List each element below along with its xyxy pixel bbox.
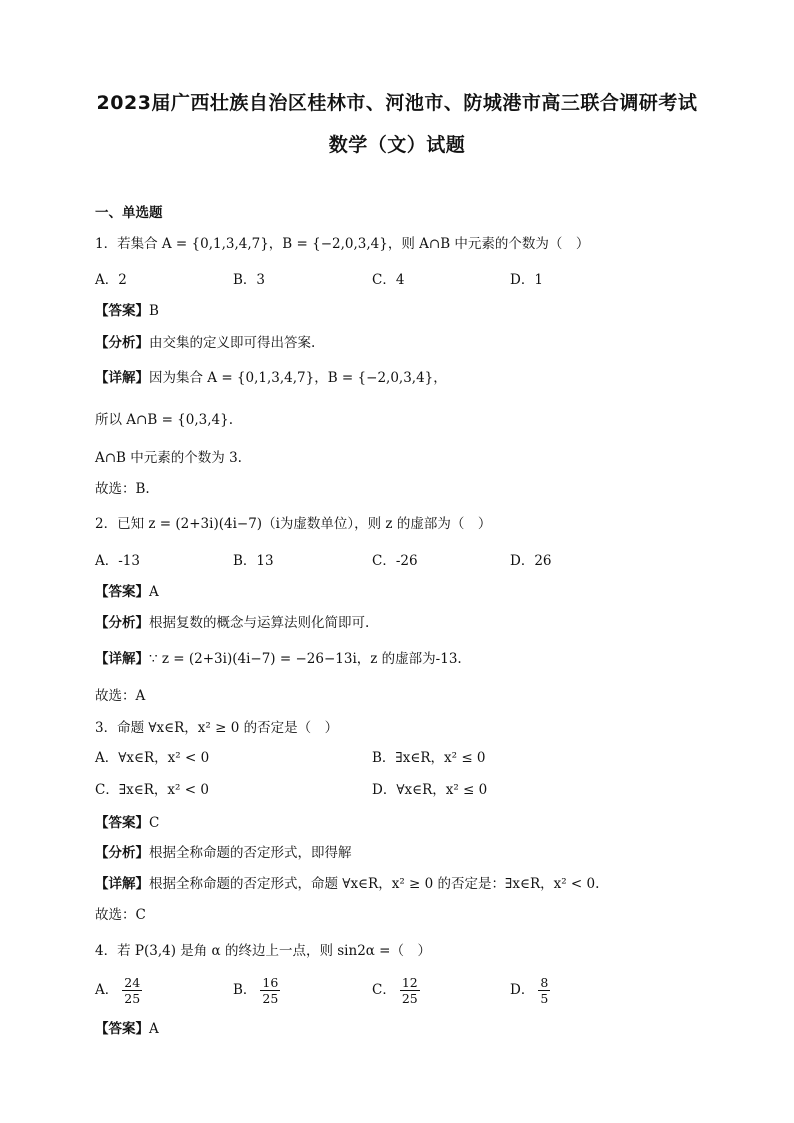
- q4-option-a: [95, 975, 142, 1006]
- q2-answer: [95, 582, 159, 602]
- fraction: [400, 975, 420, 1006]
- answer-value: A: [149, 1021, 159, 1037]
- detail-text: ∵ z = (2+3i)(4i−7) = −26−13i，z 的虚部为-13.: [149, 651, 462, 667]
- q4-stem: 4．若 P(3,4) 是角 α 的终边上一点，则 sin2α =（ ）: [95, 943, 431, 959]
- answer-tag: 【答案】: [95, 815, 149, 831]
- fraction: [122, 975, 142, 1006]
- option-label: D．: [510, 982, 535, 998]
- denominator: 25: [401, 991, 418, 1006]
- q3-option-a: A．∀x∈R，x² < 0: [95, 750, 210, 766]
- q2-conclusion: 故选：A: [95, 688, 146, 704]
- q3-stem: 3．命题 ∀x∈R，x² ≥ 0 的否定是（ ）: [95, 720, 339, 736]
- q1-answer: [95, 301, 159, 321]
- detail-tag: 【详解】: [95, 876, 149, 892]
- fraction: [260, 975, 280, 1006]
- detail-text: 根据全称命题的否定形式，命题 ∀x∈R，x² ≥ 0 的否定是：∃x∈R，x² < 0.: [149, 876, 600, 892]
- q4-option-c: [372, 975, 420, 1006]
- q4-option-b: [233, 975, 280, 1006]
- q1-stem: 1．若集合 A = {0,1,3,4,7}，B = {−2,0,3,4}，则 A∩B 中元素的个数为（ ）: [95, 236, 590, 252]
- analysis-text: 由交集的定义即可得出答案.: [149, 335, 316, 351]
- answer-tag: 【答案】: [95, 584, 149, 600]
- q1-detail-line3: A∩B 中元素的个数为 3.: [95, 450, 242, 466]
- document-title: 2023届广西壮族自治区桂林市、河池市、防城港市高三联合调研考试: [96, 92, 698, 114]
- q2-option-a: A．-13: [95, 553, 140, 569]
- document-subtitle: 数学（文）试题: [328, 134, 466, 156]
- analysis-tag: 【分析】: [95, 335, 149, 351]
- q2-stem: 2．已知 z = (2+3i)(4i−7)（i为虚数单位），则 z 的虚部为（ ）: [95, 516, 492, 532]
- numerator: 16: [262, 975, 279, 990]
- q1-analysis: [95, 333, 315, 353]
- analysis-tag: 【分析】: [95, 845, 149, 861]
- q1-detail: [95, 368, 447, 388]
- numerator: 12: [401, 975, 418, 990]
- denominator: 25: [262, 991, 279, 1006]
- q1-option-d: D．1: [510, 272, 543, 288]
- q3-detail: [95, 874, 599, 894]
- q3-option-b: B．∃x∈R，x² ≤ 0: [372, 750, 486, 766]
- q3-option-d: D．∀x∈R，x² ≤ 0: [372, 782, 488, 798]
- analysis-tag: 【分析】: [95, 615, 149, 631]
- numerator: 24: [124, 975, 141, 990]
- numerator: 8: [540, 975, 549, 990]
- detail-text: 因为集合 A = {0,1,3,4,7}，B = {−2,0,3,4}，: [149, 370, 447, 386]
- q4-option-d: [510, 975, 550, 1006]
- denominator: 5: [540, 991, 549, 1006]
- q2-option-c: C．-26: [372, 553, 418, 569]
- analysis-text: 根据复数的概念与运算法则化简即可.: [149, 615, 370, 631]
- answer-tag: 【答案】: [95, 1021, 149, 1037]
- option-label: B．: [233, 982, 257, 998]
- fraction: [538, 975, 550, 1006]
- q1-detail-line2: 所以 A∩B = {0,3,4}.: [95, 412, 233, 428]
- option-label: A．: [95, 982, 119, 998]
- q4-answer: [95, 1019, 159, 1039]
- q3-analysis: [95, 843, 352, 863]
- q2-option-d: D．26: [510, 553, 552, 569]
- section-heading: 一、单选题: [95, 205, 163, 221]
- q1-option-b: B．3: [233, 272, 266, 288]
- answer-value: B: [149, 303, 159, 319]
- q1-option-c: C．4: [372, 272, 405, 288]
- detail-tag: 【详解】: [95, 651, 149, 667]
- answer-value: A: [149, 584, 159, 600]
- q3-conclusion: 故选：C: [95, 907, 146, 923]
- detail-tag: 【详解】: [95, 370, 149, 386]
- denominator: 25: [124, 991, 141, 1006]
- q1-option-a: A．2: [95, 272, 127, 288]
- q1-conclusion: 故选：B.: [95, 481, 150, 497]
- analysis-text: 根据全称命题的否定形式，即得解: [149, 845, 352, 861]
- q3-answer: [95, 813, 159, 833]
- q3-option-c: C．∃x∈R，x² < 0: [95, 782, 209, 798]
- q2-detail: [95, 649, 462, 669]
- answer-value: C: [149, 815, 160, 831]
- q2-analysis: [95, 613, 369, 633]
- option-label: C．: [372, 982, 396, 998]
- q2-option-b: B．13: [233, 553, 274, 569]
- answer-tag: 【答案】: [95, 303, 149, 319]
